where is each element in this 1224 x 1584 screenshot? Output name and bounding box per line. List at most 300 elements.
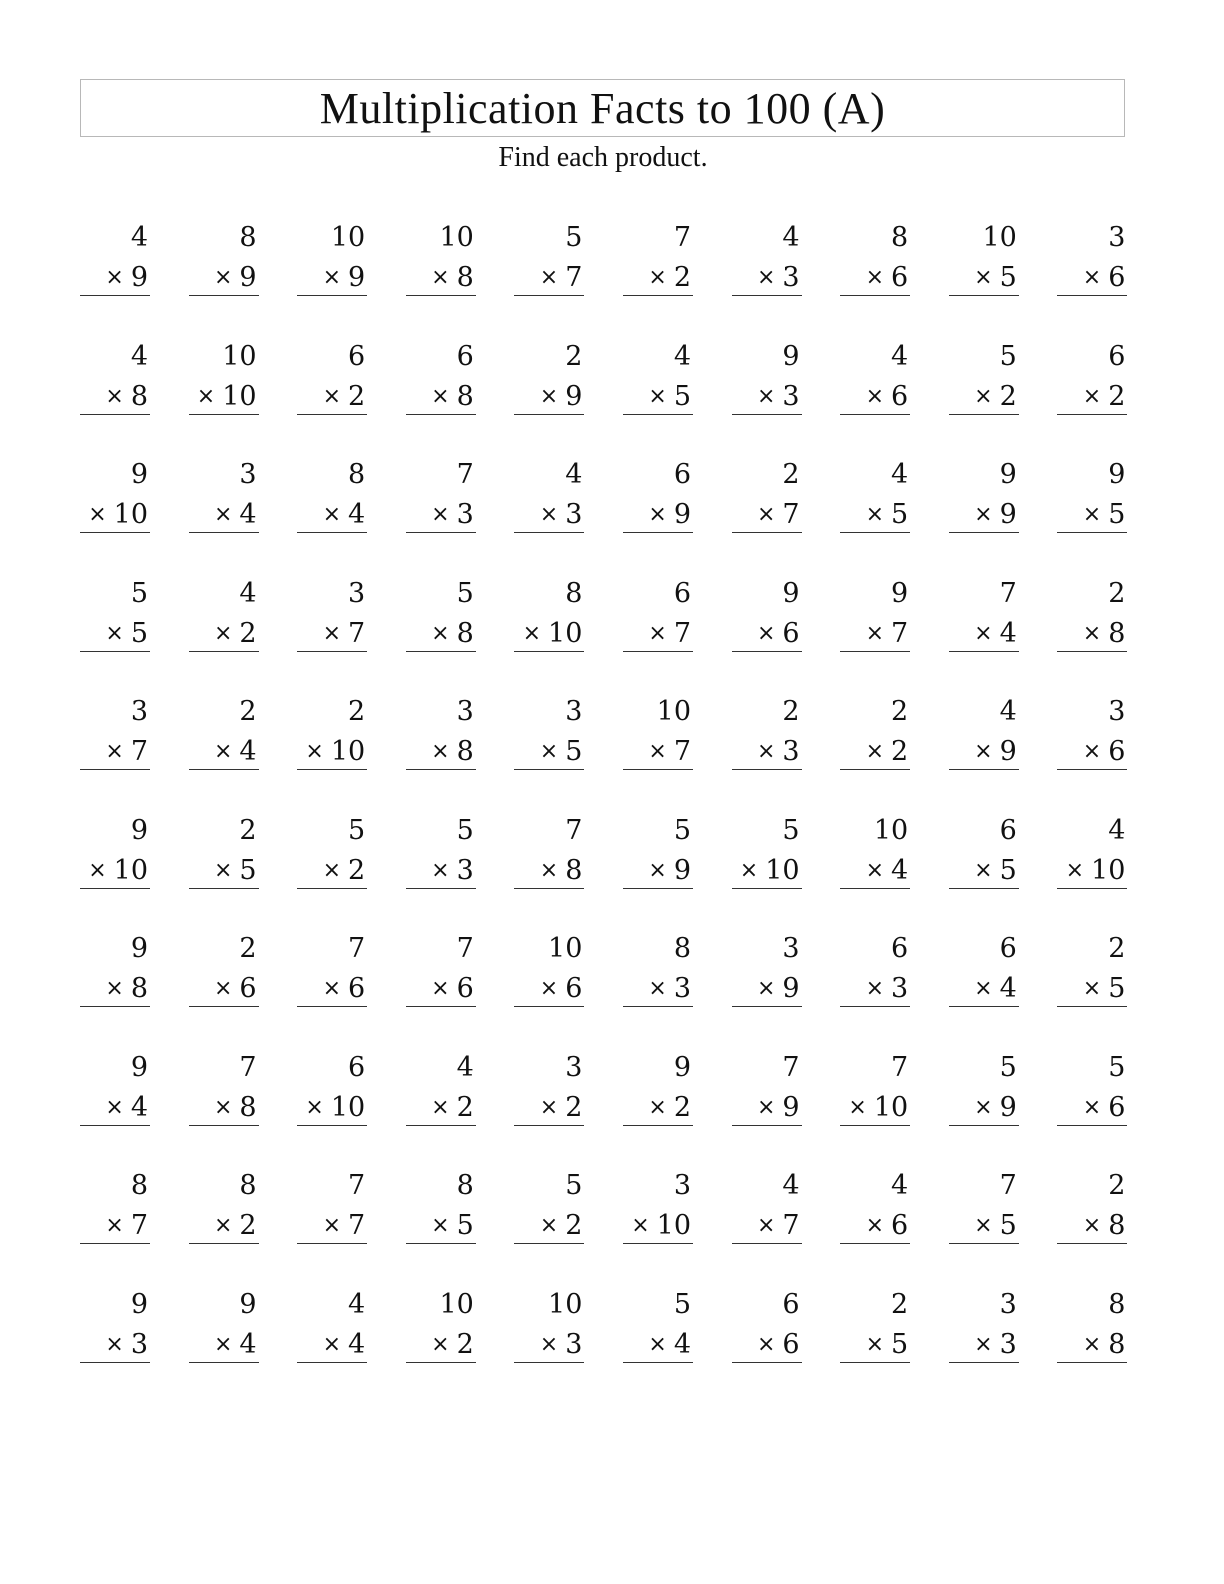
- multiplication-problem: [732, 1168, 802, 1248]
- answer-line[interactable]: [80, 532, 150, 533]
- multiplication-problem: [406, 1168, 476, 1248]
- multiplier-line: [539, 1091, 583, 1123]
- multiplicand: 4: [782, 1170, 800, 1201]
- multiplier-line: [848, 1091, 909, 1123]
- multiplier-line: [88, 501, 148, 528]
- multiplier-line: [1083, 264, 1126, 291]
- multiplication-problem: [840, 1168, 910, 1248]
- answer-line[interactable]: [949, 414, 1019, 415]
- multiplier: 3: [565, 499, 583, 530]
- multiplicand: 9: [782, 340, 800, 372]
- answer-line[interactable]: [732, 888, 802, 889]
- multiplier-line: [323, 264, 366, 291]
- answer-line[interactable]: [406, 651, 476, 652]
- answer-line[interactable]: [840, 295, 910, 296]
- answer-line[interactable]: [623, 295, 693, 296]
- multiplier-line: [756, 380, 800, 412]
- multiplier: 6: [891, 262, 909, 293]
- answer-line[interactable]: [732, 295, 802, 296]
- multiplication-problem: [189, 1050, 259, 1130]
- multiplier: 7: [891, 617, 909, 649]
- answer-line[interactable]: [297, 295, 367, 296]
- answer-line[interactable]: [406, 888, 476, 889]
- times-sign-icon: ×: [865, 1331, 884, 1357]
- answer-line[interactable]: [623, 1006, 693, 1007]
- answer-line[interactable]: [514, 1243, 584, 1244]
- answer-line[interactable]: [297, 888, 367, 889]
- times-sign-icon: ×: [1082, 383, 1102, 409]
- answer-line[interactable]: [406, 1362, 476, 1363]
- answer-line[interactable]: [840, 1006, 910, 1007]
- answer-line[interactable]: [189, 532, 259, 533]
- multiplicand: 10: [439, 222, 474, 253]
- answer-line[interactable]: [514, 1006, 584, 1007]
- multiplicand: 5: [348, 814, 366, 846]
- multiplier: 10: [1091, 854, 1126, 886]
- multiplication-problem: [732, 931, 802, 1011]
- multiplication-problem: [949, 1050, 1019, 1130]
- answer-line[interactable]: [514, 1125, 584, 1126]
- answer-line[interactable]: [80, 295, 150, 296]
- times-sign-icon: ×: [322, 857, 341, 883]
- answer-line[interactable]: [949, 1243, 1019, 1244]
- multiplier-line: [1082, 617, 1126, 649]
- multiplier: 10: [113, 854, 148, 886]
- multiplier-line: [648, 264, 691, 291]
- answer-line[interactable]: [514, 532, 584, 533]
- multiplier-line: [522, 617, 583, 649]
- answer-line[interactable]: [297, 1125, 367, 1126]
- answer-line[interactable]: [80, 1243, 150, 1244]
- times-sign-icon: ×: [213, 1213, 233, 1238]
- multiplicand: 9: [891, 577, 909, 609]
- times-sign-icon: ×: [974, 265, 993, 290]
- multiplicand: 8: [348, 459, 366, 490]
- multiplier: 8: [456, 617, 474, 649]
- multiplication-problem: [80, 1287, 150, 1367]
- multiplicand: 6: [891, 933, 909, 964]
- answer-line[interactable]: [189, 769, 259, 770]
- multiplication-problem: [406, 1287, 476, 1367]
- answer-line[interactable]: [732, 414, 802, 415]
- times-sign-icon: ×: [1082, 502, 1102, 527]
- multiplier-line: [866, 501, 909, 528]
- times-sign-icon: ×: [865, 620, 884, 646]
- answer-line[interactable]: [1057, 295, 1127, 296]
- multiplier: 9: [782, 973, 800, 1004]
- times-sign-icon: ×: [539, 1213, 559, 1238]
- answer-line[interactable]: [297, 414, 367, 415]
- multiplicand: 3: [999, 1288, 1017, 1320]
- answer-line[interactable]: [297, 532, 367, 533]
- multiplicand: 2: [782, 459, 800, 490]
- multiplication-problem: [297, 931, 367, 1011]
- multiplier: 3: [782, 380, 800, 412]
- multiplicand: 4: [673, 340, 691, 372]
- multiplier: 5: [1108, 973, 1126, 1004]
- multiplication-problem: [406, 931, 476, 1011]
- multiplier-line: [539, 854, 583, 886]
- answer-line[interactable]: [189, 1362, 259, 1363]
- answer-line[interactable]: [623, 651, 693, 652]
- multiplicand: 6: [782, 1288, 800, 1320]
- multiplication-problem: [189, 457, 259, 537]
- multiplier-line: [322, 1328, 366, 1360]
- multiplier: 3: [999, 1328, 1017, 1360]
- multiplier-line: [1082, 1091, 1126, 1123]
- multiplier: 7: [782, 499, 800, 530]
- multiplier: 5: [1108, 499, 1126, 530]
- answer-line[interactable]: [732, 1362, 802, 1363]
- multiplication-problem: [80, 1168, 150, 1248]
- answer-line[interactable]: [80, 1125, 150, 1126]
- answer-line[interactable]: [840, 1362, 910, 1363]
- answer-line[interactable]: [732, 1125, 802, 1126]
- answer-line[interactable]: [840, 888, 910, 889]
- multiplier: 5: [130, 617, 148, 649]
- multiplicand: 3: [1108, 696, 1126, 727]
- answer-line[interactable]: [189, 295, 259, 296]
- answer-line[interactable]: [80, 1006, 150, 1007]
- times-sign-icon: ×: [88, 502, 107, 527]
- multiplication-problem: [297, 1050, 367, 1130]
- answer-line[interactable]: [514, 1362, 584, 1363]
- answer-line[interactable]: [189, 1243, 259, 1244]
- answer-line[interactable]: [406, 1006, 476, 1007]
- answer-line[interactable]: [732, 1006, 802, 1007]
- multiplier: 10: [330, 736, 366, 767]
- multiplication-problem: [297, 576, 367, 656]
- multiplier-line: [1083, 738, 1126, 765]
- times-sign-icon: ×: [756, 620, 776, 646]
- multiplication-problem: [623, 813, 693, 893]
- multiplicand: 9: [1108, 459, 1126, 490]
- multiplicand: 2: [1108, 933, 1126, 964]
- answer-line[interactable]: [514, 888, 584, 889]
- answer-line[interactable]: [189, 651, 259, 652]
- multiplicand: 6: [673, 577, 691, 609]
- multiplier: 5: [999, 1210, 1017, 1241]
- multiplication-problem: [297, 457, 367, 537]
- answer-line[interactable]: [514, 295, 584, 296]
- problem-row: [80, 931, 1130, 1050]
- multiplier: 7: [782, 1210, 800, 1241]
- times-sign-icon: ×: [431, 857, 450, 883]
- times-sign-icon: ×: [539, 1331, 559, 1357]
- multiplication-problem: [297, 813, 367, 893]
- answer-line[interactable]: [189, 888, 259, 889]
- multiplication-problem: [80, 220, 150, 300]
- times-sign-icon: ×: [539, 739, 559, 764]
- multiplication-problem: [514, 1168, 584, 1248]
- multiplier: 4: [239, 499, 257, 530]
- multiplier-line: [105, 975, 148, 1002]
- answer-line[interactable]: [1057, 1243, 1127, 1244]
- multiplication-problem: [406, 576, 476, 656]
- answer-line[interactable]: [1057, 532, 1127, 533]
- multiplier-line: [1083, 1212, 1126, 1239]
- multiplication-problem: [623, 339, 693, 419]
- multiplication-problem: [840, 220, 910, 300]
- multiplier: 2: [565, 1091, 583, 1123]
- answer-line[interactable]: [80, 651, 150, 652]
- multiplicand: 6: [1108, 340, 1126, 372]
- answer-line[interactable]: [189, 1125, 259, 1126]
- multiplication-problem: [949, 931, 1019, 1011]
- multiplier: 5: [999, 262, 1017, 293]
- answer-line[interactable]: [80, 769, 150, 770]
- times-sign-icon: ×: [322, 265, 341, 290]
- multiplier: 7: [565, 262, 583, 293]
- answer-line[interactable]: [949, 1125, 1019, 1126]
- multiplier: 7: [130, 1210, 148, 1241]
- answer-line[interactable]: [949, 888, 1019, 889]
- multiplier: 3: [456, 499, 474, 530]
- answer-line[interactable]: [949, 1362, 1019, 1363]
- multiplier: 2: [239, 617, 257, 649]
- multiplicand: 5: [565, 1170, 583, 1201]
- times-sign-icon: ×: [105, 383, 124, 409]
- multiplier: 6: [456, 973, 474, 1004]
- answer-line[interactable]: [80, 1362, 150, 1363]
- answer-line[interactable]: [623, 888, 693, 889]
- multiplier-line: [757, 501, 800, 528]
- multiplier: 3: [130, 1328, 148, 1360]
- answer-line[interactable]: [80, 888, 150, 889]
- multiplier: 2: [239, 1210, 257, 1241]
- answer-line[interactable]: [297, 1362, 367, 1363]
- times-sign-icon: ×: [539, 976, 559, 1001]
- multiplier-line: [305, 1091, 366, 1123]
- multiplier-line: [757, 975, 800, 1002]
- answer-line[interactable]: [406, 1243, 476, 1244]
- multiplier: 5: [891, 499, 909, 530]
- multiplicand: 7: [999, 1170, 1017, 1201]
- multiplication-problem: [406, 1050, 476, 1130]
- multiplier: 6: [1108, 262, 1126, 293]
- answer-line[interactable]: [514, 414, 584, 415]
- multiplicand: 3: [1108, 222, 1126, 253]
- multiplication-problem: [297, 1287, 367, 1367]
- multiplier-line: [648, 738, 691, 765]
- answer-line[interactable]: [297, 1006, 367, 1007]
- multiplier: 4: [999, 973, 1017, 1004]
- answer-line[interactable]: [406, 414, 476, 415]
- multiplier-line: [974, 738, 1017, 765]
- multiplication-problem: [732, 576, 802, 656]
- multiplication-problem: [732, 1287, 802, 1367]
- times-sign-icon: ×: [431, 976, 450, 1001]
- answer-line[interactable]: [840, 1125, 910, 1126]
- multiplier-line: [648, 380, 691, 412]
- answer-line[interactable]: [949, 295, 1019, 296]
- multiplicand: 3: [456, 696, 474, 727]
- multiplier: 4: [348, 499, 366, 530]
- answer-line[interactable]: [623, 414, 693, 415]
- times-sign-icon: ×: [1082, 1331, 1102, 1357]
- multiplier-line: [214, 738, 257, 765]
- answer-line[interactable]: [1057, 1125, 1127, 1126]
- times-sign-icon: ×: [213, 857, 233, 883]
- multiplier-line: [1082, 380, 1126, 412]
- multiplication-problem: [514, 576, 584, 656]
- multiplier-line: [648, 1328, 691, 1360]
- answer-line[interactable]: [949, 651, 1019, 652]
- answer-line[interactable]: [297, 651, 367, 652]
- multiplicand: 8: [673, 933, 691, 964]
- multiplication-problem: [949, 220, 1019, 300]
- times-sign-icon: ×: [756, 265, 776, 290]
- times-sign-icon: ×: [974, 976, 993, 1001]
- times-sign-icon: ×: [739, 857, 759, 883]
- times-sign-icon: ×: [648, 265, 667, 290]
- multiplier-line: [1083, 975, 1126, 1002]
- answer-line[interactable]: [406, 1125, 476, 1126]
- answer-line[interactable]: [1057, 651, 1127, 652]
- multiplication-problem: [189, 813, 259, 893]
- times-sign-icon: ×: [756, 1331, 776, 1357]
- times-sign-icon: ×: [648, 502, 667, 527]
- answer-line[interactable]: [406, 769, 476, 770]
- multiplicand: 10: [982, 222, 1017, 253]
- multiplier-line: [866, 975, 909, 1002]
- times-sign-icon: ×: [105, 1213, 124, 1238]
- multiplier-line: [648, 854, 691, 886]
- multiplier-line: [540, 975, 583, 1002]
- times-sign-icon: ×: [974, 383, 993, 409]
- multiplication-problem: [732, 457, 802, 537]
- answer-line[interactable]: [1057, 414, 1127, 415]
- answer-line[interactable]: [406, 532, 476, 533]
- answer-line[interactable]: [297, 769, 367, 770]
- multiplier-line: [214, 975, 257, 1002]
- multiplicand: 6: [673, 459, 691, 490]
- multiplication-problem: [1057, 931, 1127, 1011]
- multiplier: 7: [130, 736, 148, 767]
- answer-line[interactable]: [732, 769, 802, 770]
- times-sign-icon: ×: [105, 1094, 124, 1120]
- answer-line[interactable]: [1057, 769, 1127, 770]
- answer-line[interactable]: [732, 1243, 802, 1244]
- problem-grid: [80, 220, 1130, 1405]
- times-sign-icon: ×: [322, 502, 341, 527]
- times-sign-icon: ×: [322, 620, 341, 646]
- multiplier: 9: [999, 736, 1017, 767]
- answer-line[interactable]: [623, 769, 693, 770]
- answer-line[interactable]: [949, 769, 1019, 770]
- times-sign-icon: ×: [865, 502, 884, 527]
- multiplier-line: [431, 1212, 474, 1239]
- multiplication-problem: [406, 457, 476, 537]
- answer-line[interactable]: [623, 1125, 693, 1126]
- answer-line[interactable]: [623, 1362, 693, 1363]
- answer-line[interactable]: [1057, 1006, 1127, 1007]
- times-sign-icon: ×: [431, 265, 450, 290]
- multiplicand: 7: [456, 933, 474, 964]
- multiplier: 5: [456, 1210, 474, 1241]
- answer-line[interactable]: [949, 532, 1019, 533]
- multiplier: 10: [222, 380, 257, 412]
- multiplier: 4: [891, 854, 909, 886]
- times-sign-icon: ×: [865, 857, 884, 883]
- multiplicand: 6: [456, 340, 474, 372]
- answer-line[interactable]: [840, 651, 910, 652]
- answer-line[interactable]: [840, 769, 910, 770]
- multiplicand: 10: [873, 814, 909, 846]
- multiplication-problem: [189, 220, 259, 300]
- multiplier-line: [540, 264, 583, 291]
- multiplicand: 10: [330, 222, 366, 253]
- answer-line[interactable]: [840, 1243, 910, 1244]
- multiplication-problem: [949, 1287, 1019, 1367]
- multiplier-line: [974, 1328, 1017, 1360]
- multiplication-problem: [80, 813, 150, 893]
- multiplication-problem: [189, 576, 259, 656]
- answer-line[interactable]: [514, 651, 584, 652]
- multiplier: 6: [891, 380, 909, 412]
- answer-line[interactable]: [189, 1006, 259, 1007]
- multiplicand: 2: [1108, 577, 1126, 609]
- answer-line[interactable]: [1057, 1362, 1127, 1363]
- multiplier-line: [974, 617, 1017, 649]
- answer-line[interactable]: [406, 295, 476, 296]
- multiplication-problem: [1057, 576, 1127, 656]
- multiplier-line: [974, 975, 1017, 1002]
- answer-line[interactable]: [80, 414, 150, 415]
- multiplier: 2: [565, 1210, 583, 1241]
- multiplication-problem: [949, 576, 1019, 656]
- multiplicand: 3: [782, 933, 800, 964]
- answer-line[interactable]: [949, 1006, 1019, 1007]
- answer-line[interactable]: [840, 532, 910, 533]
- answer-line[interactable]: [732, 651, 802, 652]
- times-sign-icon: ×: [431, 1331, 450, 1357]
- answer-line[interactable]: [732, 532, 802, 533]
- multiplier: 2: [999, 380, 1017, 412]
- times-sign-icon: ×: [105, 265, 124, 290]
- multiplication-problem: [623, 1050, 693, 1130]
- multiplier-line: [757, 738, 800, 765]
- multiplication-problem: [623, 220, 693, 300]
- answer-line[interactable]: [623, 1243, 693, 1244]
- multiplier: 3: [456, 854, 474, 886]
- answer-line[interactable]: [840, 414, 910, 415]
- answer-line[interactable]: [189, 414, 259, 415]
- multiplier-line: [105, 1328, 148, 1360]
- multiplication-problem: [623, 931, 693, 1011]
- multiplicand: 5: [1108, 1051, 1126, 1083]
- multiplication-problem: [1057, 1287, 1127, 1367]
- answer-line[interactable]: [514, 769, 584, 770]
- multiplication-problem: [406, 220, 476, 300]
- multiplicand: 8: [891, 222, 909, 253]
- multiplicand: 2: [891, 1288, 909, 1320]
- answer-line[interactable]: [623, 532, 693, 533]
- multiplicand: 9: [673, 1051, 691, 1083]
- answer-line[interactable]: [297, 1243, 367, 1244]
- multiplication-problem: [623, 1168, 693, 1248]
- multiplication-problem: [840, 339, 910, 419]
- multiplication-problem: [514, 931, 584, 1011]
- answer-line[interactable]: [1057, 888, 1127, 889]
- multiplier: 6: [239, 973, 257, 1004]
- multiplicand: 10: [439, 1288, 474, 1320]
- multiplicand: 7: [456, 459, 474, 490]
- times-sign-icon: ×: [974, 502, 993, 527]
- multiplicand: 5: [456, 577, 474, 609]
- multiplication-problem: [1057, 1168, 1127, 1248]
- multiplication-problem: [80, 694, 150, 774]
